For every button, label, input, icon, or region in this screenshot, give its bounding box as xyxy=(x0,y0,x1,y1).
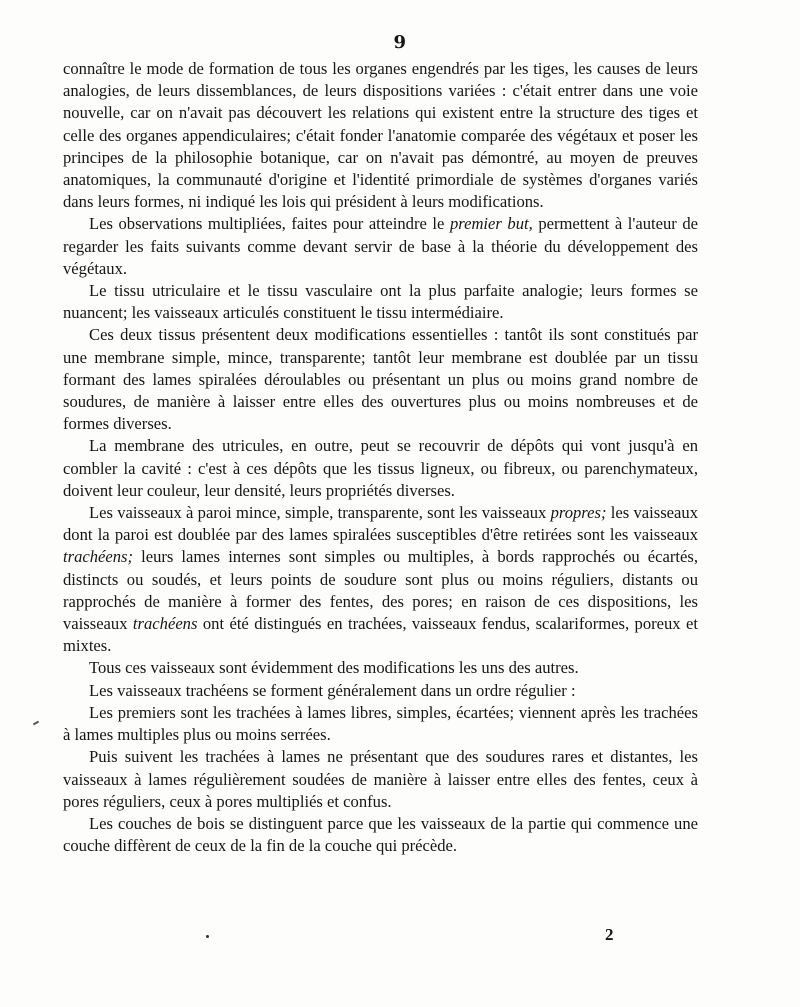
paragraph-10 xyxy=(63,746,698,813)
paragraph-3 xyxy=(63,280,698,324)
page-number: 9 xyxy=(393,32,407,53)
paragraph-text: ont été distingués en trachées, vaisseaux fendus, scalariformes, poreux et mixtes. xyxy=(63,614,698,656)
paragraph-text: connaître le mode de formation de tous les organes engendrés par les tiges, les causes de leurs analogies, de leurs dissemblances, de leurs dispositions variées : c'était entrer dans une voie nouvelle, car on n'avait pas découvert les relations qui existent entre la structure des tiges et celle des organes appendiculaires; c'était fonder l'anatomie comparée des végétaux et poser les principes de la philosophie botanique, car on n'avait pas démontré, au moyen de preuves anatomiques, la communauté d'origine et l'identité primordiale de systèmes d'organes variés dans leurs formes, ni indiqué les lois qui président à leurs modifications. xyxy=(63,59,698,212)
ink-dot xyxy=(206,935,209,938)
paragraph-text: Les observations multipliées, faites pour atteindre le xyxy=(89,214,450,234)
margin-mark xyxy=(33,721,39,726)
body-text xyxy=(63,58,698,857)
paragraph-text: Tous ces vaisseaux sont évidemment des modifications les uns des autres. xyxy=(89,658,579,678)
paragraph-5 xyxy=(63,435,698,502)
paragraph-text: Ces deux tissus présentent deux modifications essentielles : tantôt ils sont constitués par une membrane simple, mince, transparente; tantôt leur membrane est doublée par un tissu formant des lames spiralées déroulables ou présentant un plus ou moins grand nombre de soudures, de manière à laisser entre elles des ouvertures plus ou moins nombreuses et de formes diverses. xyxy=(63,325,698,434)
emphasis-premier-but: premier but, xyxy=(449,214,533,234)
paragraph-text: les vaisseaux dont la paroi est doublée par des lames spiralées susceptibles d'être retirées sont les vaisseaux xyxy=(63,503,699,545)
paragraph-2 xyxy=(63,213,698,280)
paragraph-text: Les couches de bois se distinguent parce que les vaisseaux de la partie qui commence une couche diffèrent de ceux de la fin de la couche qui précède. xyxy=(63,813,698,856)
paragraph-text: La membrane des utricules, en outre, peut se recouvrir de dépôts qui vont jusqu'à en combler la cavité : c'est à ces dépôts que les tissus ligneux, ou fibreux, ou parenchymateux, doivent leur couleur, leur densité, leurs propriétés diverses. xyxy=(63,436,698,500)
emphasis-tracheens: trachéens xyxy=(132,614,198,634)
emphasis-tracheens: trachéens; xyxy=(63,547,134,567)
paragraph-text: Les vaisseaux trachéens se forment généralement dans un ordre régulier : xyxy=(89,680,576,700)
emphasis-propres: propres; xyxy=(550,503,607,523)
paragraph-text: Puis suivent les trachées à lames ne présentant que des soudures rares et distantes, les vaisseaux à lames régulièrement soudées de manière à laisser entre elles des fentes, ceux à pores réguliers, ceux à pores multipliés et confus. xyxy=(63,747,698,811)
paragraph-text: Le tissu utriculaire et le tissu vasculaire ont la plus parfaite analogie; leurs formes se nuancent; les vaisseaux articulés constituent le tissu intermédiaire. xyxy=(63,281,698,323)
signature-mark: 2 xyxy=(605,925,614,944)
paragraph-9 xyxy=(63,702,698,746)
paragraph-text: Les vaisseaux à paroi mince, simple, transparente, sont les vaisseaux xyxy=(89,503,551,523)
paragraph-text: Les premiers sont les trachées à lames libres, simples, écartées; viennent après les trachées à lames multiples plus ou moins serrées. xyxy=(63,702,698,745)
paragraph-6 xyxy=(63,502,698,657)
paragraph-text: leurs lames internes sont simples ou multiples, à bords rapprochés ou écartés, distincts ou soudés, et leurs points de soudure sont plus ou moins réguliers, distants ou rapprochés de manière à former des fentes, des pores; en raison de ces dispositions, les vaisseaux xyxy=(63,547,698,634)
paragraph-4 xyxy=(63,324,698,435)
paragraph-8 xyxy=(63,680,698,702)
paragraph-text: permettent à l'auteur de regarder les faits suivants comme devant servir de base à la théorie du développement des végétaux. xyxy=(63,214,698,278)
paragraph-7 xyxy=(63,657,698,679)
paragraph-11 xyxy=(63,813,698,857)
paragraph-1 xyxy=(63,58,698,213)
